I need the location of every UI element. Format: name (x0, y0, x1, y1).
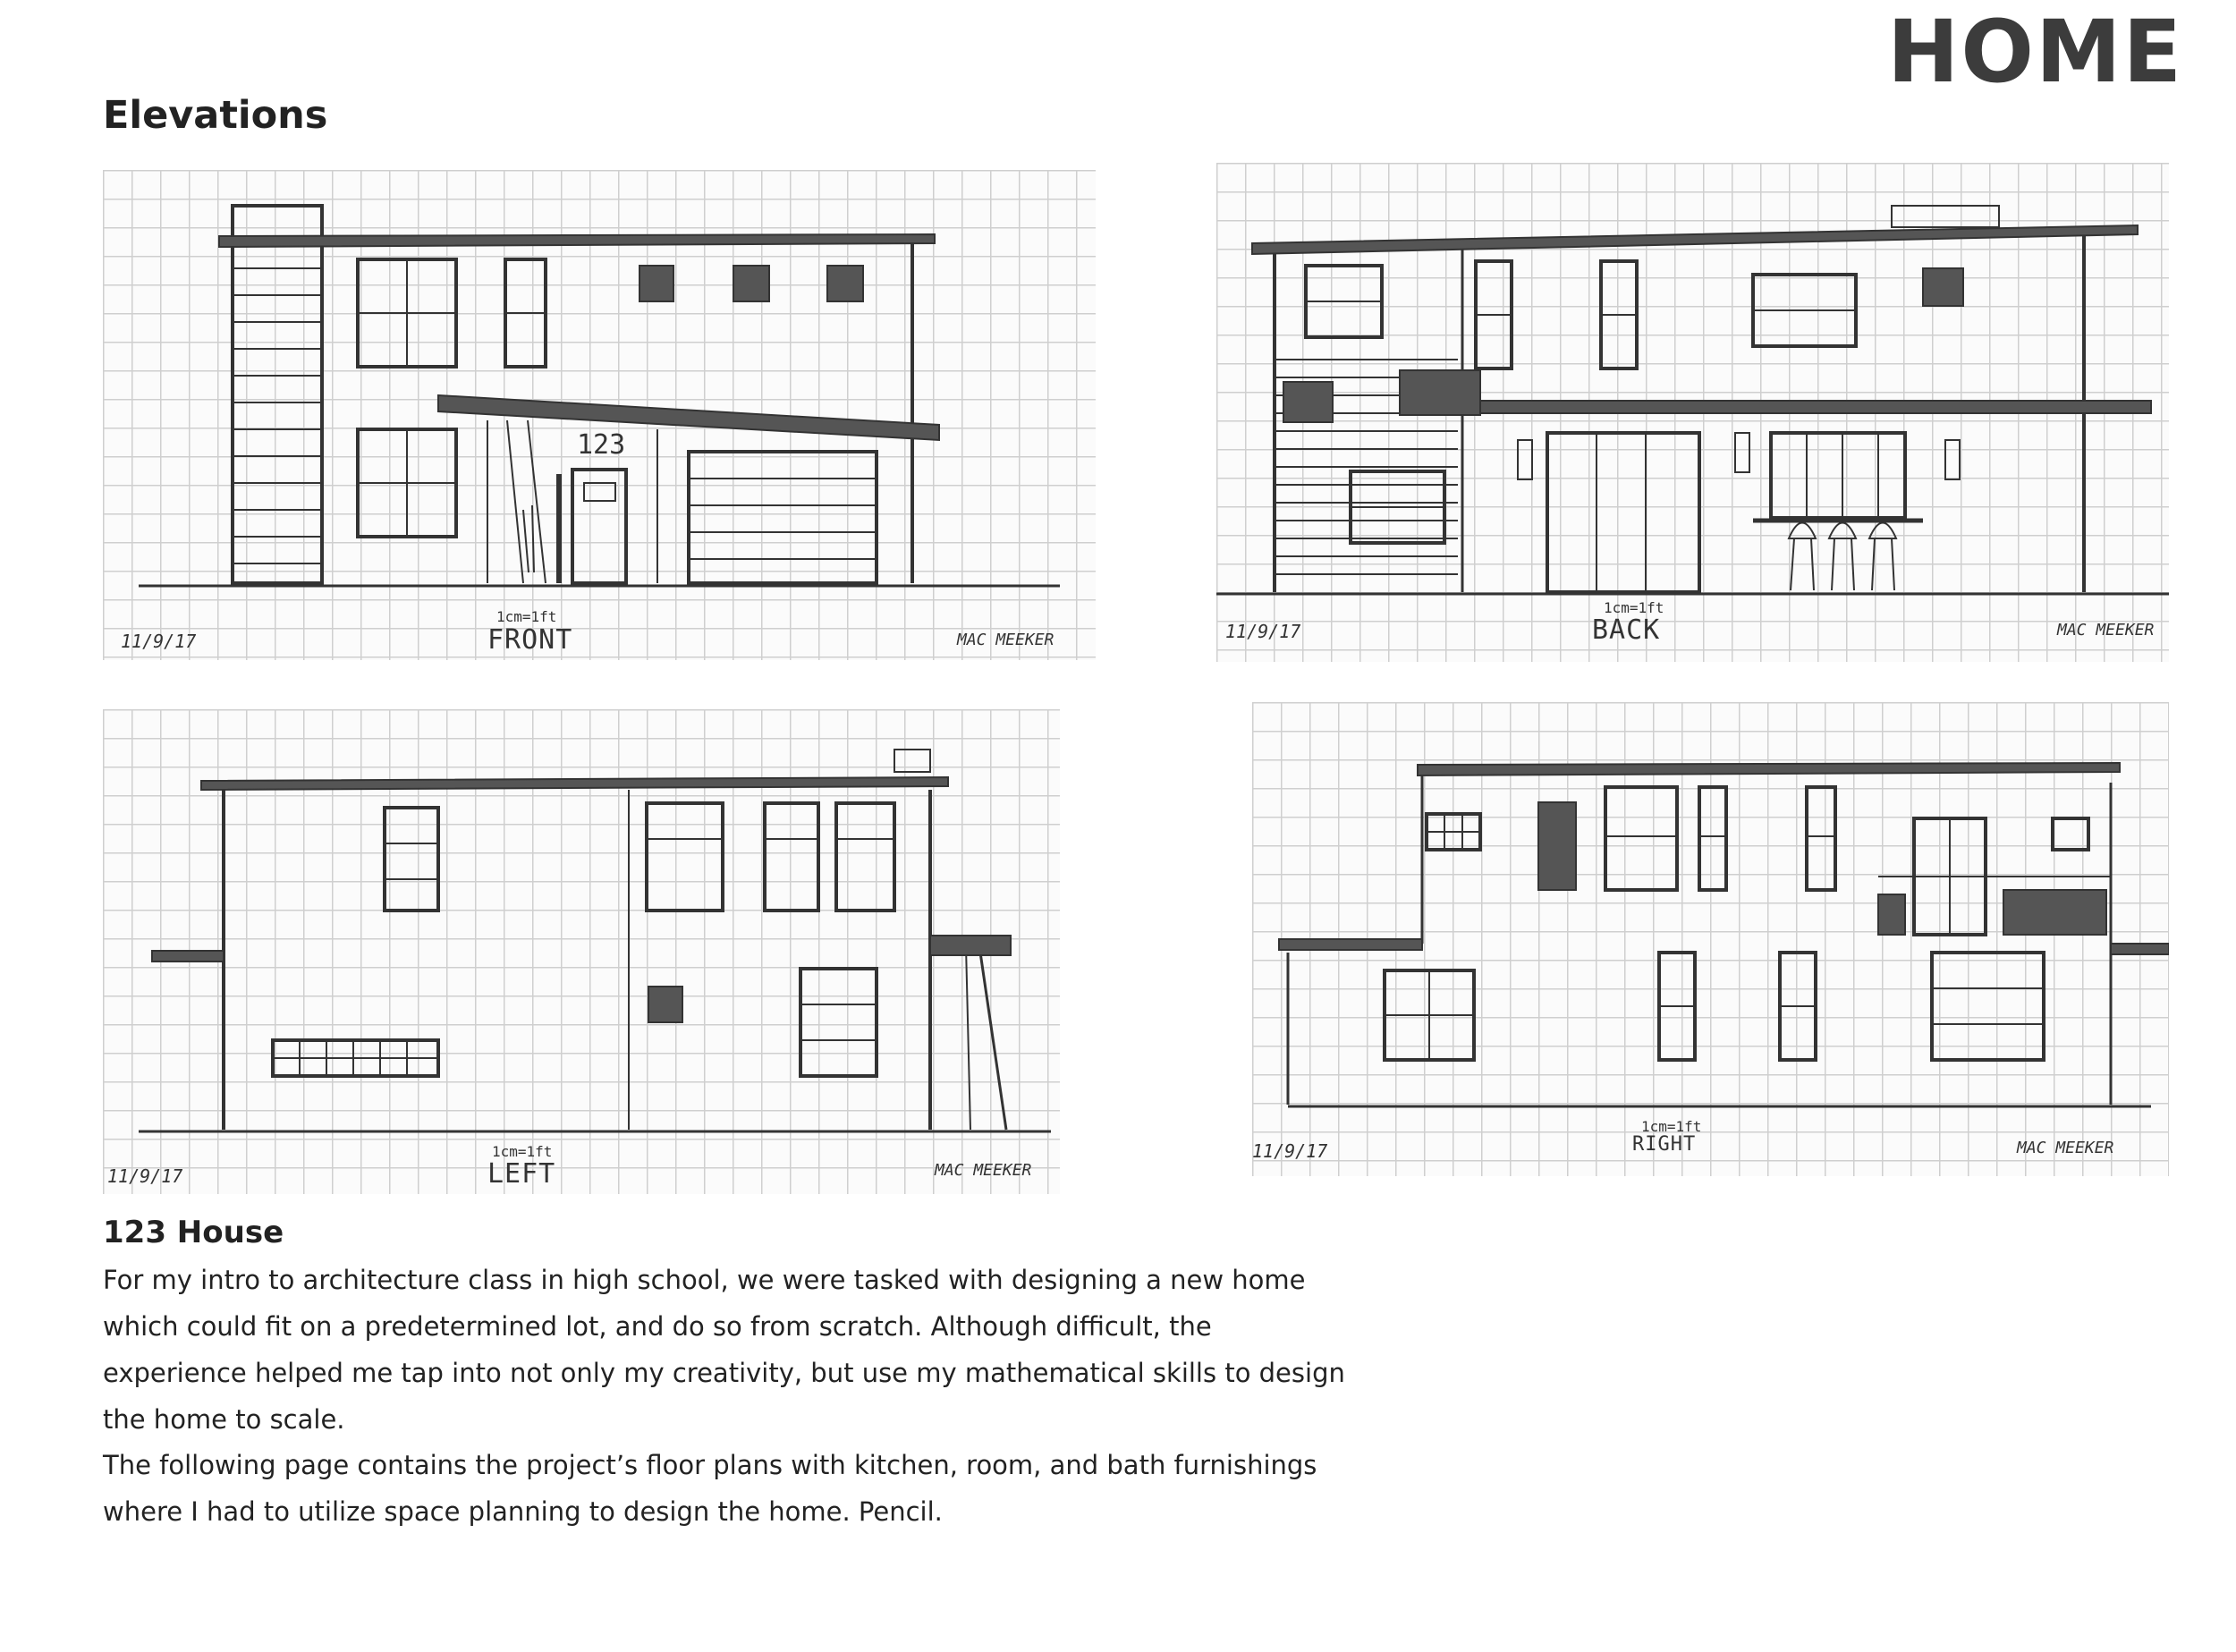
project-description-paragraph-1: For my intro to architecture class in high school, we were tasked with designing a new home which could fit on a predetermined lot, and do so from scratch. Although difficult, the experience helped me tap into not only my creativity, but use my mathematical skills to design the home to scale. (103, 1265, 1345, 1435)
left-author-signature: MAC MEEKER (935, 1161, 1032, 1180)
back-view-label: BACK (1592, 614, 1661, 646)
right-scale-note: 1cm=1ft (1641, 1118, 1702, 1135)
front-author-signature: MAC MEEKER (957, 631, 1054, 649)
front-date: 11/9/17 (121, 631, 197, 652)
right-author-signature: MAC MEEKER (2017, 1139, 2114, 1157)
back-scale-note: 1cm=1ft (1604, 599, 1664, 616)
back-elevation-sketch (1216, 163, 2169, 662)
section-title: Elevations (103, 93, 328, 138)
project-description-paragraph-2: The following page contains the project’s floor plans with kitchen, room, and bath furnishings where I had to utilize space planning to design the home. Pencil. (103, 1450, 1317, 1527)
left-view-label: LEFT (487, 1158, 556, 1190)
front-scale-note: 1cm=1ft (496, 608, 557, 625)
front-elevation-sketch (103, 170, 1096, 660)
house-number: 123 (577, 429, 626, 461)
right-date: 11/9/17 (1252, 1140, 1328, 1162)
back-author-signature: MAC MEEKER (2057, 621, 2155, 640)
right-elevation-sketch (1252, 702, 2169, 1176)
elevation-left-drawing (103, 709, 1060, 1194)
elevation-front-drawing (103, 170, 1096, 660)
elevation-back-drawing (1216, 163, 2169, 662)
right-view-label: RIGHT (1632, 1133, 1697, 1156)
elevation-right-drawing (1252, 702, 2169, 1176)
left-scale-note: 1cm=1ft (492, 1143, 553, 1160)
page-header-title: HOME (1887, 2, 2184, 102)
back-date: 11/9/17 (1225, 621, 1301, 642)
left-date: 11/9/17 (107, 1165, 183, 1187)
left-elevation-sketch (103, 709, 1060, 1194)
front-view-label: FRONT (487, 624, 573, 656)
project-title: 123 House (103, 1215, 284, 1250)
